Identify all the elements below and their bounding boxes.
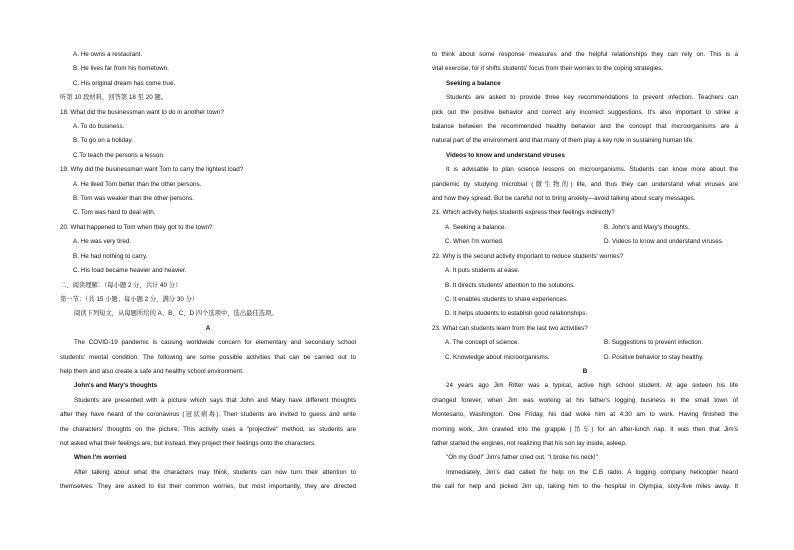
paragraph-line: pandemic by studying microbial (微生物的) life, and thus they can understand what viruses are [432, 180, 738, 188]
question-19: 19. Why did the businessman want Tom to carry the lightest load? [60, 166, 244, 174]
paragraph-line: It is advisable to plan science lessons on microorganisms. Students can know more about the [446, 166, 738, 174]
passage-a-label: A [205, 324, 211, 332]
paragraph-line: themselves. They are asked to list their common worries, but most importantly, they are directed [60, 483, 356, 491]
paragraph-line: morning work, Jim crawled into the grapple (吊车) for an after-lunch nap. It was then that Jim's [432, 425, 738, 433]
paragraph-line: balance between the recommended healthy behavior and the concept that microorganisms are a [432, 123, 738, 131]
listening-section-10: 听第 10 段材料，回答第 18 至 20 题。 [60, 94, 168, 102]
subheading-when-im-worried: When I'm worried [74, 454, 127, 462]
q22-option-a: A. It puts students at ease. [445, 267, 520, 275]
paragraph-line: Students are asked to provide three key recommendations to prevent infection. Teachers can [446, 94, 738, 102]
q20-option-b: B. He had nothing to carry. [73, 252, 148, 260]
paragraph-line: not asked what their feelings are, but instead, they project their feelings onto the characters. [60, 439, 316, 447]
paragraph-line: 24 years ago Jim Ritter was a typical, active high school student. At age sixteen his life [446, 382, 738, 390]
q21-options-row-2 [432, 235, 738, 249]
paragraph-line: "Oh my God!" Jim's father cried out. "I broke his neck!" [446, 454, 598, 462]
paragraph-line: Montesano, Washington. One Friday, his dad woke him at 4:30 am to work. Having finished the [432, 411, 738, 419]
paragraph-line: to think about some response measures and the helpful relationships they can rely on. This is a [432, 51, 738, 58]
q23-option-c: C. Knowledge about microorganisms. [445, 353, 550, 361]
q21-option-c: C. When I'm worried. [445, 238, 504, 246]
section-1-heading: 第一节：（共 15 小题；每小题 2 分，满分 30 分） [60, 295, 199, 303]
left-column [60, 48, 356, 495]
passage-b-label: B [582, 367, 588, 375]
q22-option-d: D. It helps students to establish good relationships. [445, 310, 588, 318]
q21-option-d: D. Videos to know and understand viruses. [604, 238, 724, 246]
question-20: 20. What happened to Tom when they got to the town? [60, 223, 213, 231]
question-22: 22. Why is the second activity important to reduce students' worries? [432, 252, 624, 260]
question-18: 18. What did the businessman want to do in another town? [60, 108, 224, 116]
paragraph-line: After talking about what the characters may think, students can now turn their attention to [74, 468, 356, 476]
subheading-videos: Videos to know and understand viruses [446, 151, 565, 159]
question-23: 23. What can students learn from the last two activities? [432, 324, 588, 332]
q23-options-row-2 [432, 351, 738, 365]
paragraph-line: after they have heard of the coronavirus (冠状病毒). Then students are invited to guess and write [60, 411, 356, 419]
subheading-johns-marys-thoughts: John's and Mary's thoughts [74, 382, 158, 390]
part-2-heading: 二、阅读理解：（每小题 2 分，共计 40 分） [60, 281, 182, 289]
q19-option-c: C. Tom was hard to deal with. [73, 209, 156, 217]
q20-option-c: C. His load became heavier and heavier. [73, 267, 187, 275]
q22-option-c: C. It enables students to share experiences. [445, 295, 568, 303]
q17-option-b: B. He lives far from his hometown. [73, 65, 169, 73]
q18-option-b: B. To go on a holiday. [73, 137, 133, 145]
paragraph-line: The COVID-19 pandemic is causing worldwide concern for elementary and secondary school [74, 339, 356, 347]
paragraph-line: the characters' thoughts on the picture. This activity uses a "projective" method, as students are [60, 425, 356, 433]
paragraph-line: Students are presented with a picture which says that John and Mary have different thoughts [74, 396, 356, 404]
paragraph-line: changed forever, when Jim was working at his father's logging business in the small town of [432, 396, 738, 404]
q23-option-d: D. Positive behavior to stay healthy. [604, 353, 704, 361]
reading-instruction: 阅读下列短文，从每题所给的 A、B、C、D 四个选项中，选出最佳选项。 [74, 310, 278, 318]
right-column [432, 48, 738, 495]
paragraph-line: father started the engines, not realizing that his son lay inside, asleep. [432, 439, 627, 447]
q21-options-row-1 [432, 221, 738, 235]
paragraph-line: the call for help and picked Jim up, taking him to the hospital in Olympia, sixty-five miles away. It [432, 483, 738, 491]
q19-option-a: A. He liked Tom better than the other persons. [73, 180, 202, 188]
q23-option-b: B. Suggestions to prevent infection. [604, 339, 704, 347]
paragraph-line: and how they spread. But be careful not to bring anxiety—avoid talking about scary messages. [432, 195, 696, 203]
paragraph-line: vital exercise, for it shifts students' focus from their worries to the coping strategies. [432, 65, 664, 73]
q18-option-c: C.To teach the persons a lesson. [73, 151, 165, 159]
q17-option-a: A. He owns a restaurant. [73, 51, 143, 58]
question-21: 21. Which activity helps students express their feelings indirectly? [432, 209, 615, 217]
q22-option-b: B. It directs students' attention to the solutions. [445, 281, 576, 289]
q23-option-a: A. The concept of science. [445, 339, 520, 347]
q17-option-c: C. His original dream has come true. [73, 79, 176, 87]
q20-option-a: A. He was very tired. [73, 238, 132, 246]
paragraph-line: natural part of the environment and that many of them play a key role in sustaining human life. [432, 137, 694, 145]
paragraph-line: pick out the positive behavior and correct any incorrect suggestions. It's also important to strike a [432, 108, 738, 116]
q21-option-b: B. John's and Mary's thoughts. [604, 223, 690, 231]
paragraph-line: students' mental condition. The following are some possible activities that can be carried out to [60, 353, 356, 361]
q18-option-a: A. To do business. [73, 123, 125, 131]
q21-option-a: A. Seeking a balance. [445, 223, 507, 231]
q19-option-b: B. Tom was weaker than the other persons. [73, 195, 194, 203]
paragraph-line: help them and also create a safe and healthy school environment. [60, 367, 244, 375]
paragraph-line: Immediately, Jim's dad called for help on the C.B radio. A logging company helicopter heard [446, 468, 738, 476]
subheading-seeking-a-balance: Seeking a balance [446, 79, 501, 87]
q23-options-row-1 [432, 336, 738, 350]
